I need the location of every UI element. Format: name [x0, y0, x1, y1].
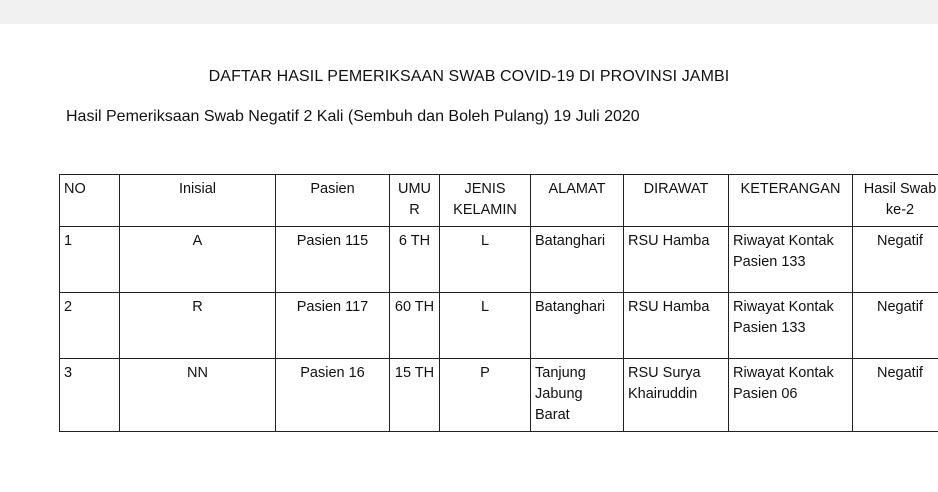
cell-pasien: Pasien 16: [276, 359, 390, 432]
cell-hasil-swab: Negatif: [853, 359, 938, 432]
cell-hasil-swab: Negatif: [853, 293, 938, 359]
cell-dirawat: RSU Hamba: [624, 227, 729, 293]
swab-results-table: [59, 174, 938, 432]
cell-umur: 15 TH: [390, 359, 440, 432]
cell-no: 2: [60, 293, 120, 359]
top-strip: [0, 0, 938, 24]
document-title: DAFTAR HASIL PEMERIKSAAN SWAB COVID-19 DI PROVINSI JAMBI: [208, 68, 730, 85]
cell-pasien: Pasien 115: [276, 227, 390, 293]
cell-inisial: NN: [120, 359, 276, 432]
header-dirawat: DIRAWAT: [624, 175, 729, 227]
cell-dirawat: RSU Hamba: [624, 293, 729, 359]
header-pasien: Pasien: [276, 175, 390, 227]
cell-no: 1: [60, 227, 120, 293]
table-row: [60, 227, 938, 293]
cell-alamat: Batanghari: [531, 293, 624, 359]
table-header-row: [60, 175, 938, 227]
cell-jenis-kelamin: L: [440, 293, 531, 359]
header-alamat: ALAMAT: [531, 175, 624, 227]
cell-no: 3: [60, 359, 120, 432]
header-hasil-swab: Hasil Swab ke-2: [853, 175, 938, 227]
header-no: NO: [60, 175, 120, 227]
cell-umur: 60 TH: [390, 293, 440, 359]
cell-dirawat: RSU Surya Khairuddin: [624, 359, 729, 432]
cell-jenis-kelamin: L: [440, 227, 531, 293]
cell-umur: 6 TH: [390, 227, 440, 293]
cell-keterangan: Riwayat Kontak Pasien 133: [729, 293, 853, 359]
cell-keterangan: Riwayat Kontak Pasien 06: [729, 359, 853, 432]
cell-inisial: A: [120, 227, 276, 293]
header-umur: UMUR: [390, 175, 440, 227]
header-jenis-kelamin: JENIS KELAMIN: [440, 175, 531, 227]
cell-inisial: R: [120, 293, 276, 359]
cell-alamat: Batanghari: [531, 227, 624, 293]
cell-pasien: Pasien 117: [276, 293, 390, 359]
cell-hasil-swab: Negatif: [853, 227, 938, 293]
cell-jenis-kelamin: P: [440, 359, 531, 432]
document-subtitle: Hasil Pemeriksaan Swab Negatif 2 Kali (Sembuh dan Boleh Pulang) 19 Juli 2020: [66, 108, 640, 125]
cell-keterangan: Riwayat Kontak Pasien 133: [729, 227, 853, 293]
header-keterangan: KETERANGAN: [729, 175, 853, 227]
table-row: [60, 359, 938, 432]
cell-alamat: Tanjung Jabung Barat: [531, 359, 624, 432]
table-row: [60, 293, 938, 359]
header-inisial: Inisial: [120, 175, 276, 227]
